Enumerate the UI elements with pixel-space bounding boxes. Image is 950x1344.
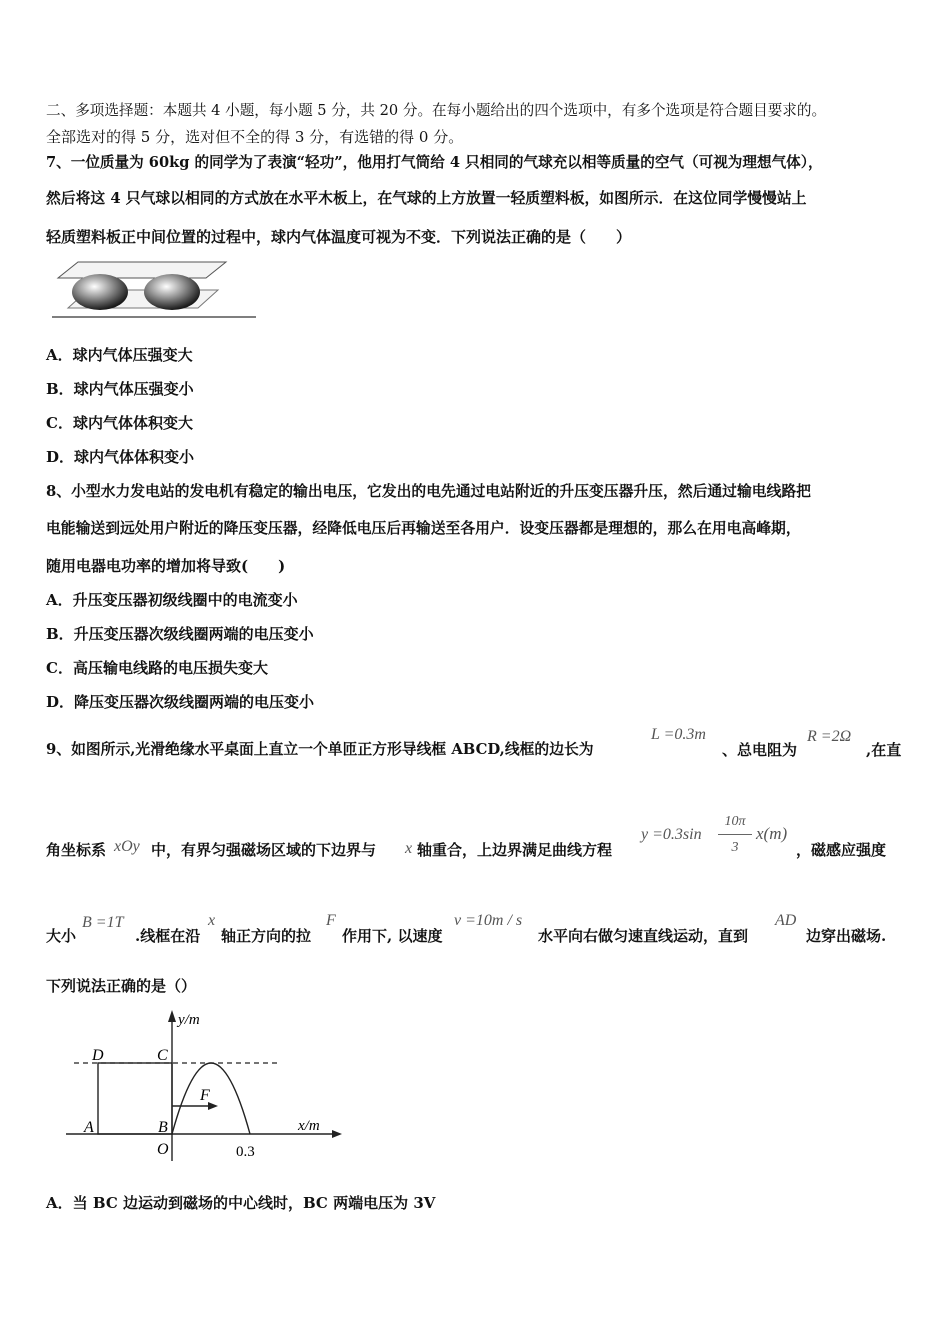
q8-line1: 8、小型水力发电站的发电机有稳定的输出电压，它发出的电先通过电站附近的升压变压器升压，然后通过输电线路把 [46,483,811,500]
q9-eq-denominator: 3 [731,840,739,855]
q9-line1-part2: 、总电阻为 [722,741,798,759]
q9-line3-part4: 作用下, 以速度 [342,927,443,945]
q9-line2-part1: 角坐标系 [46,841,107,859]
q7-option-d: D．球内气体体积变小 [46,448,195,466]
q8-option-b: B．升压变压器次级线圈两端的电压变小 [46,625,314,643]
balloon-1 [72,274,128,310]
q9-math-x2: x [208,912,216,929]
q9-line1-part3: ,在直 [866,741,902,759]
q9-eq-right: x(m) [756,824,788,843]
q8-option-a: A．升压变压器初级线圈中的电流变小 [46,591,298,609]
q9-math-R: R =2Ω [807,728,852,745]
q7-option-a: A．球内气体压强变大 [46,346,193,364]
q9-math-AD: AD [775,912,797,929]
q9-line3-part3: 轴正方向的拉 [221,927,312,945]
q9-math-x1: x [405,840,413,857]
top-board [58,262,226,278]
q8-option-c: C．高压输电线路的电压损失变大 [46,659,268,677]
q8-line3: 随用电器电功率的增加将导致( ) [46,557,286,575]
q9-eq-left: y =0.3sin [641,826,702,843]
q9-line1-part1: 9、如图所示,光滑绝缘水平桌面上直立一个单匝正方形导线框 ABCD,线框的边长为 [46,741,594,758]
q9-math-B: B =1T [82,914,124,931]
q9-line3-part1: 大小 [46,927,77,945]
label-B: B [158,1119,168,1136]
q9-line3-part2: .线框在沿 [135,927,201,945]
label-F: F [200,1087,210,1104]
boundary-curve [172,1063,250,1134]
label-D: D [92,1047,104,1064]
label-0.3: 0.3 [236,1144,255,1160]
section-heading-line2: 全部选对的得 5 分，选对但不全的得 3 分，有选错的得 0 分。 [46,128,464,146]
q8-line2: 电能输送到远处用户附近的降压变压器，经降低电压后再输送至各用户．设变压器都是理想的，那么在用电高峰期， [46,520,801,537]
q7-balloon-figure [50,258,262,322]
q9-line4: 下列说法正确的是（） [46,977,197,995]
q8-option-d: D．降压变压器次级线圈两端的电压变小 [46,693,315,711]
q9-math-L: L =0.3m [651,726,706,743]
q7-line1: 7、一位质量为 60kg 的同学为了表演“轻功”，他用打气筒给 4 只相同的气球充以相等质量的空气（可视为理想气体）， [46,154,823,171]
q9-line2-part2: 中，有界匀强磁场区域的下边界与 [151,841,377,859]
label-y-axis: y/m [178,1012,200,1028]
section-heading-line1: 二、多项选择题：本题共 4 小题，每小题 5 分，共 20 分。在每小题给出的四个选项中，有多个选项是符合题目要求的。 [46,102,827,119]
q9-field-figure [60,1006,350,1176]
q7-line2: 然后将这 4 只气球以相同的方式放在水平木板上，在气球的上方放置一轻质塑料板，如图所示．在这位同学慢慢站上 [46,190,807,207]
q9-line3-part6: 边穿出磁场. [806,927,887,945]
q9-line2-part4: ，磁感应强度 [796,841,887,859]
q9-eq-fraction-bar [718,834,752,835]
q9-eq-numerator: 10π [724,814,746,829]
label-x-axis: x/m [298,1118,320,1134]
q9-line3-part5: 水平向右做匀速直线运动，直到 [538,927,749,945]
label-C: C [157,1047,168,1064]
q9-math-xOy: xOy [114,838,140,855]
q7-option-c: C．球内气体体积变大 [46,414,193,432]
q9-math-v: v =10m / s [454,912,523,929]
q9-math-F: F [326,912,336,929]
q7-option-b: B．球内气体压强变小 [46,380,194,398]
label-A: A [84,1119,94,1136]
q7-line3: 轻质塑料板正中间位置的过程中，球内气体温度可视为不变．下列说法正确的是（ ） [46,228,632,246]
q9-line2-part3: 轴重合，上边界满足曲线方程 [417,841,613,859]
balloon-2 [144,274,200,310]
label-O: O [157,1141,169,1158]
q9-option-a: A．当 BC 边运动到磁场的中心线时，BC 两端电压为 3V [46,1194,436,1212]
